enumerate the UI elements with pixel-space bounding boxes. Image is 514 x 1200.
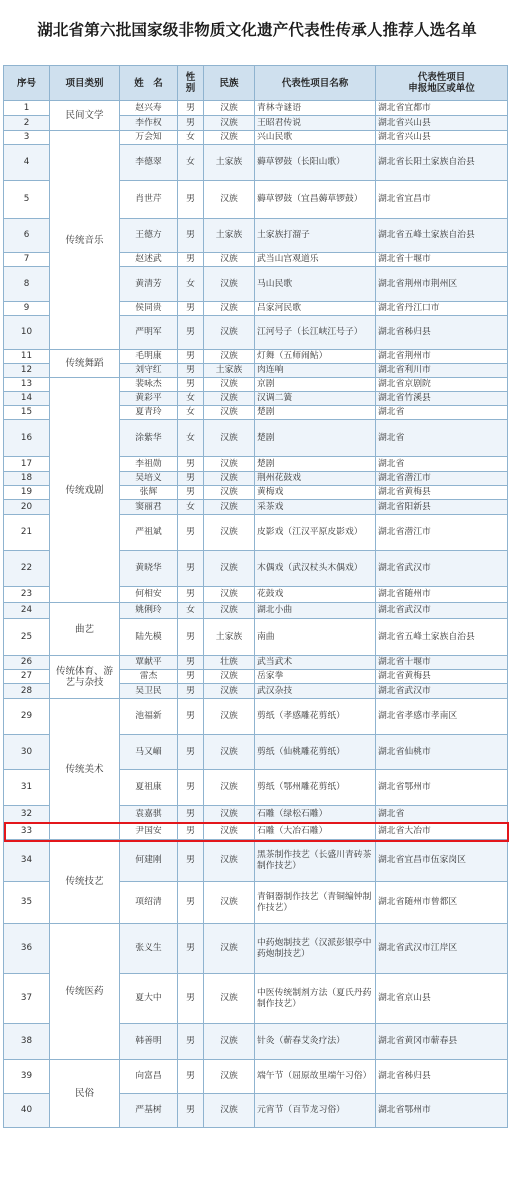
cell-no: 21 [4,515,50,551]
cell-name: 黄晓华 [120,551,178,587]
cell-region: 湖北省荆州市 [376,350,508,364]
cell-ethnic: 汉族 [204,500,255,515]
cell-gender: 女 [178,392,204,406]
cell-project: 吕家河民歌 [255,302,376,316]
cell-name: 刘守红 [120,364,178,378]
header-no: 序号 [4,66,50,101]
cell-ethnic: 汉族 [204,551,255,587]
cell-name: 万会知 [120,131,178,145]
cell-gender: 女 [178,420,204,457]
cell-region: 湖北省随州市 [376,587,508,603]
cell-no: 13 [4,378,50,392]
cell-gender: 男 [178,823,204,840]
cell-name: 雷杰 [120,670,178,684]
cell-region: 湖北省武汉市 [376,551,508,587]
cell-no: 34 [4,840,50,882]
cell-project: 薅草锣鼓（宜昌薅草锣鼓） [255,181,376,219]
cell-gender: 男 [178,587,204,603]
cell-name: 赵述武 [120,253,178,267]
cell-no: 28 [4,684,50,699]
cell-name: 黄彩平 [120,392,178,406]
cell-category: 民俗 [50,1060,120,1128]
cell-project: 王昭君传说 [255,116,376,131]
cell-gender: 男 [178,840,204,882]
table-row [4,378,508,392]
cell-region: 湖北省兴山县 [376,131,508,145]
cell-no: 26 [4,656,50,670]
cell-gender: 男 [178,219,204,253]
table-row [4,840,508,882]
cell-ethnic: 汉族 [204,840,255,882]
cell-region: 湖北省武汉市 [376,603,508,619]
cell-category: 传统舞蹈 [50,350,120,378]
cell-region: 湖北省 [376,806,508,823]
cell-name: 袁嘉骐 [120,806,178,823]
cell-gender: 男 [178,1060,204,1094]
cell-no: 35 [4,882,50,924]
cell-region: 湖北省竹溪县 [376,392,508,406]
cell-gender: 男 [178,515,204,551]
cell-gender: 男 [178,974,204,1024]
cell-gender: 男 [178,1024,204,1060]
cell-ethnic: 汉族 [204,699,255,735]
cell-gender: 男 [178,619,204,656]
cell-ethnic: 汉族 [204,587,255,603]
cell-no: 19 [4,486,50,500]
cell-project: 元宵节（百节龙习俗） [255,1094,376,1128]
header-category: 项目类别 [50,66,120,101]
header-region: 代表性项目 申报地区或单位 [376,66,508,101]
cell-no: 1 [4,101,50,116]
cell-name: 吴卫民 [120,684,178,699]
cell-name: 韩善明 [120,1024,178,1060]
cell-region: 湖北省仙桃市 [376,735,508,770]
cell-no: 39 [4,1060,50,1094]
cell-gender: 男 [178,882,204,924]
cell-region: 湖北省黄冈市蕲春县 [376,1024,508,1060]
header-gender: 性 别 [178,66,204,101]
cell-no: 24 [4,603,50,619]
cell-ethnic: 汉族 [204,974,255,1024]
cell-gender: 男 [178,101,204,116]
cell-name: 李德翠 [120,145,178,181]
cell-ethnic: 汉族 [204,181,255,219]
cell-project: 针灸（蕲春艾灸疗法） [255,1024,376,1060]
header-ethnic: 民族 [204,66,255,101]
cell-project: 青林寺谜语 [255,101,376,116]
cell-project: 马山民歌 [255,267,376,302]
cell-gender: 男 [178,486,204,500]
cell-no: 8 [4,267,50,302]
cell-ethnic: 汉族 [204,603,255,619]
cell-ethnic: 汉族 [204,267,255,302]
cell-region: 湖北省荆州市荆州区 [376,267,508,302]
cell-project: 中医传统制剂方法（夏氏丹药制作技艺） [255,974,376,1024]
cell-project: 灯舞（五师闹鲇） [255,350,376,364]
cell-name: 严祖斌 [120,515,178,551]
cell-region: 湖北省 [376,457,508,472]
cell-name: 夏大中 [120,974,178,1024]
cell-no: 5 [4,181,50,219]
header-project: 代表性项目名称 [255,66,376,101]
cell-no: 3 [4,131,50,145]
table-row [4,656,508,670]
cell-gender: 男 [178,302,204,316]
cell-region: 湖北省黄梅县 [376,670,508,684]
table-row [4,131,508,145]
cell-project: 黑茶制作技艺（长盛川青砖茶制作技艺） [255,840,376,882]
cell-project: 黄梅戏 [255,486,376,500]
cell-name: 项绍清 [120,882,178,924]
cell-project: 楚剧 [255,457,376,472]
cell-region: 湖北省十堰市 [376,656,508,670]
cell-project: 采茶戏 [255,500,376,515]
cell-region: 湖北省丹江口市 [376,302,508,316]
cell-project: 剪纸（孝感雕花剪纸） [255,699,376,735]
cell-project: 青铜器制作技艺（青铜编钟制作技艺） [255,882,376,924]
cell-no: 6 [4,219,50,253]
cell-name: 何相安 [120,587,178,603]
cell-region: 湖北省宜昌市 [376,181,508,219]
cell-no: 32 [4,806,50,823]
cell-ethnic: 汉族 [204,823,255,840]
cell-name: 池福新 [120,699,178,735]
cell-gender: 男 [178,806,204,823]
cell-ethnic: 汉族 [204,420,255,457]
cell-no: 36 [4,924,50,974]
cell-ethnic: 汉族 [204,378,255,392]
table-row [4,101,508,116]
cell-project: 汉调二簧 [255,392,376,406]
cell-name: 尹国安 [120,823,178,840]
cell-name: 张义生 [120,924,178,974]
cell-region: 湖北省随州市曾都区 [376,882,508,924]
cell-gender: 男 [178,457,204,472]
cell-name: 严基树 [120,1094,178,1128]
cell-name: 涂紫华 [120,420,178,457]
cell-name: 毛明康 [120,350,178,364]
cell-region: 湖北省 [376,420,508,457]
cell-ethnic: 汉族 [204,924,255,974]
cell-name: 裴咏杰 [120,378,178,392]
cell-ethnic: 汉族 [204,486,255,500]
cell-ethnic: 土家族 [204,619,255,656]
table-row [4,603,508,619]
cell-region: 湖北省秭归县 [376,1060,508,1094]
cell-name: 覃献平 [120,656,178,670]
cell-name: 李作权 [120,116,178,131]
cell-region: 湖北省阳新县 [376,500,508,515]
cell-ethnic: 汉族 [204,116,255,131]
cell-project: 剪纸（仙桃雕花剪纸） [255,735,376,770]
cell-region: 湖北省潜江市 [376,472,508,486]
cell-no: 7 [4,253,50,267]
cell-gender: 女 [178,267,204,302]
cell-region: 湖北省秭归县 [376,316,508,350]
cell-no: 20 [4,500,50,515]
cell-name: 侯同贵 [120,302,178,316]
cell-ethnic: 汉族 [204,1024,255,1060]
cell-category: 传统戏剧 [50,378,120,603]
cell-no: 27 [4,670,50,684]
cell-gender: 男 [178,472,204,486]
cell-no: 16 [4,420,50,457]
cell-project: 皮影戏（江汉平原皮影戏） [255,515,376,551]
cell-name: 马又嵋 [120,735,178,770]
cell-gender: 女 [178,603,204,619]
cell-gender: 男 [178,364,204,378]
cell-region: 湖北省五峰土家族自治县 [376,619,508,656]
cell-ethnic: 汉族 [204,406,255,420]
cell-region: 湖北省武汉市 [376,684,508,699]
cell-ethnic: 汉族 [204,770,255,806]
cell-project: 江河号子（长江峡江号子） [255,316,376,350]
cell-name: 吴培义 [120,472,178,486]
cell-project: 剪纸（鄂州雕花剪纸） [255,770,376,806]
cell-no: 11 [4,350,50,364]
cell-ethnic: 汉族 [204,670,255,684]
cell-category: 传统体育、游艺与杂技 [50,656,120,699]
cell-project: 南曲 [255,619,376,656]
cell-gender: 男 [178,770,204,806]
cell-no: 15 [4,406,50,420]
cell-ethnic: 汉族 [204,392,255,406]
cell-no: 40 [4,1094,50,1128]
cell-project: 楚剧 [255,406,376,420]
cell-ethnic: 汉族 [204,101,255,116]
cell-project: 岳家拳 [255,670,376,684]
cell-no: 31 [4,770,50,806]
cell-project: 中药炮制技艺（汉派彭银亭中药炮制技艺） [255,924,376,974]
cell-no: 12 [4,364,50,378]
cell-no: 25 [4,619,50,656]
cell-gender: 男 [178,378,204,392]
cell-name: 窦丽君 [120,500,178,515]
cell-name: 张辉 [120,486,178,500]
cell-region: 湖北省宜昌市伍家岗区 [376,840,508,882]
cell-ethnic: 汉族 [204,457,255,472]
cell-name: 严明军 [120,316,178,350]
cell-ethnic: 汉族 [204,350,255,364]
cell-project: 武汉杂技 [255,684,376,699]
cell-no: 9 [4,302,50,316]
cell-category: 传统美术 [50,699,120,840]
cell-project: 兴山民歌 [255,131,376,145]
cell-no: 14 [4,392,50,406]
cell-project: 石雕（大冶石雕） [255,823,376,840]
header-name: 姓 名 [120,66,178,101]
cell-category: 传统技艺 [50,840,120,924]
cell-gender: 男 [178,551,204,587]
cell-ethnic: 汉族 [204,302,255,316]
cell-ethnic: 汉族 [204,472,255,486]
cell-ethnic: 汉族 [204,131,255,145]
cell-name: 陆先模 [120,619,178,656]
cell-name: 肖世芹 [120,181,178,219]
cell-gender: 男 [178,316,204,350]
cell-no: 4 [4,145,50,181]
cell-region: 湖北省京山县 [376,974,508,1024]
cell-gender: 男 [178,924,204,974]
cell-project: 荆州花鼓戏 [255,472,376,486]
cell-gender: 男 [178,1094,204,1128]
cell-no: 10 [4,316,50,350]
cell-region: 湖北省宜都市 [376,101,508,116]
cell-ethnic: 汉族 [204,735,255,770]
cell-region: 湖北省十堰市 [376,253,508,267]
cell-gender: 女 [178,131,204,145]
cell-category: 传统音乐 [50,131,120,350]
cell-region: 湖北省武汉市江岸区 [376,924,508,974]
cell-project: 花鼓戏 [255,587,376,603]
cell-no: 22 [4,551,50,587]
cell-gender: 女 [178,500,204,515]
cell-no: 29 [4,699,50,735]
cell-no: 33 [4,823,50,840]
cell-name: 夏祖康 [120,770,178,806]
cell-region: 湖北省大冶市 [376,823,508,840]
cell-ethnic: 土家族 [204,145,255,181]
cell-name: 向富昌 [120,1060,178,1094]
cell-ethnic: 汉族 [204,515,255,551]
cell-ethnic: 汉族 [204,684,255,699]
cell-gender: 男 [178,253,204,267]
cell-gender: 男 [178,670,204,684]
table-row [4,350,508,364]
cell-project: 土家族打溜子 [255,219,376,253]
cell-no: 30 [4,735,50,770]
cell-no: 37 [4,974,50,1024]
cell-gender: 男 [178,684,204,699]
cell-region: 湖北省长阳土家族自治县 [376,145,508,181]
cell-project: 武当武术 [255,656,376,670]
cell-region: 湖北省孝感市孝南区 [376,699,508,735]
cell-project: 薅草锣鼓（长阳山歌） [255,145,376,181]
cell-category: 民间文学 [50,101,120,131]
cell-name: 夏青玲 [120,406,178,420]
cell-gender: 男 [178,735,204,770]
cell-region: 湖北省黄梅县 [376,486,508,500]
cell-project: 楚剧 [255,420,376,457]
cell-project: 湖北小曲 [255,603,376,619]
cell-region: 湖北省五峰土家族自治县 [376,219,508,253]
cell-ethnic: 土家族 [204,219,255,253]
cell-no: 18 [4,472,50,486]
cell-ethnic: 汉族 [204,882,255,924]
cell-gender: 男 [178,656,204,670]
cell-category: 曲艺 [50,603,120,656]
cell-project: 石雕（绿松石雕） [255,806,376,823]
cell-gender: 女 [178,406,204,420]
cell-no: 17 [4,457,50,472]
cell-ethnic: 汉族 [204,253,255,267]
cell-ethnic: 汉族 [204,316,255,350]
cell-ethnic: 汉族 [204,1060,255,1094]
table-row [4,924,508,974]
cell-project: 武当山宫观道乐 [255,253,376,267]
cell-ethnic: 汉族 [204,1094,255,1128]
cell-name: 王德方 [120,219,178,253]
cell-name: 赵兴寿 [120,101,178,116]
cell-gender: 男 [178,181,204,219]
cell-project: 肉连响 [255,364,376,378]
cell-name: 黄清芳 [120,267,178,302]
cell-region: 湖北省利川市 [376,364,508,378]
cell-no: 23 [4,587,50,603]
cell-no: 2 [4,116,50,131]
cell-name: 何建刚 [120,840,178,882]
cell-gender: 男 [178,116,204,131]
table-row [4,1060,508,1094]
cell-region: 湖北省鄂州市 [376,770,508,806]
cell-gender: 男 [178,699,204,735]
cell-name: 李祖勋 [120,457,178,472]
page-title: 湖北省第六批国家级非物质文化遗产代表性传承人推荐人选名单 [37,21,477,39]
nominee-table [3,65,508,1128]
cell-ethnic: 土家族 [204,364,255,378]
cell-region: 湖北省鄂州市 [376,1094,508,1128]
cell-category: 传统医药 [50,924,120,1060]
cell-region: 湖北省兴山县 [376,116,508,131]
cell-gender: 女 [178,145,204,181]
cell-project: 端午节（屈原故里端午习俗） [255,1060,376,1094]
cell-region: 湖北省京剧院 [376,378,508,392]
cell-region: 湖北省潜江市 [376,515,508,551]
cell-project: 木偶戏（武汉杖头木偶戏） [255,551,376,587]
cell-project: 京剧 [255,378,376,392]
cell-name: 姚俐玲 [120,603,178,619]
table-row [4,699,508,735]
cell-region: 湖北省 [376,406,508,420]
cell-ethnic: 汉族 [204,806,255,823]
table-header-row [4,66,508,101]
cell-gender: 男 [178,350,204,364]
cell-no: 38 [4,1024,50,1060]
cell-ethnic: 壮族 [204,656,255,670]
